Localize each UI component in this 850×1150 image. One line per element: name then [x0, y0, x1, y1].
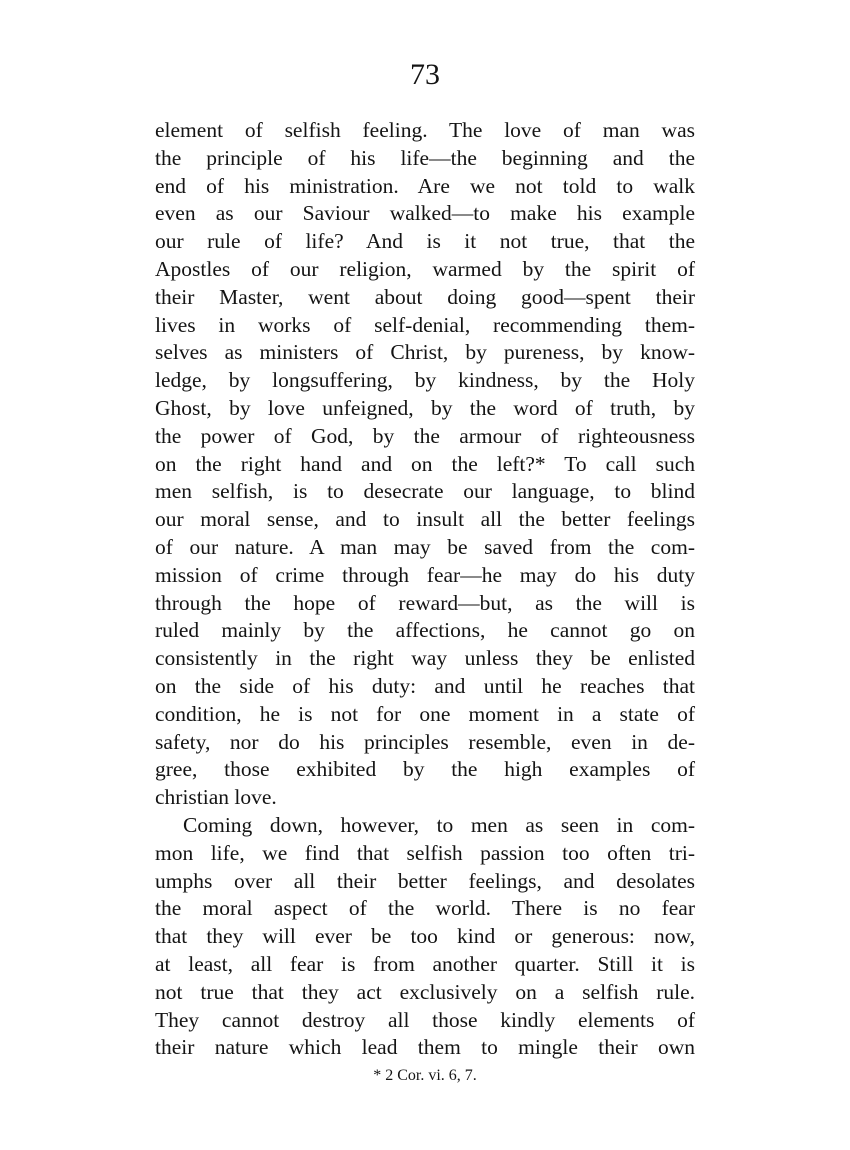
text-line: on the side of his duty: and until he reaches that	[155, 673, 695, 698]
text-line: even as our Saviour walked—to make his example	[155, 201, 695, 226]
text-line: that they will ever be too kind or generous: now,	[155, 924, 695, 949]
text-line: the power of God, by the armour of righteousness	[155, 423, 695, 448]
text-line: men selfish, is to desecrate our language, to blind	[155, 479, 695, 504]
text-line: They cannot destroy all those kindly elements of	[155, 1007, 695, 1032]
text-line: element of selfish feeling. The love of man was	[155, 118, 695, 142]
text-line: their nature which lead them to mingle their own	[155, 1035, 695, 1060]
text-line: our moral sense, and to insult all the better feelings	[155, 507, 695, 532]
text-line: lives in works of self-denial, recommending them-	[155, 312, 695, 337]
text-line: Ghost, by love unfeigned, by the word of truth, by	[155, 395, 695, 420]
text-line: end of his ministration. Are we not told to walk	[155, 173, 695, 198]
paragraph-1	[155, 117, 695, 812]
text-line: condition, he is not for one moment in a state of	[155, 701, 695, 726]
text-line: the moral aspect of the world. There is no fear	[155, 896, 695, 921]
text-line: of our nature. A man may be saved from the com-	[155, 534, 695, 559]
text-line: ruled mainly by the affections, he cannot go on	[155, 618, 695, 643]
body-text	[155, 117, 695, 1062]
text-line: selves as ministers of Christ, by pureness, by know-	[155, 340, 695, 365]
text-line: Apostles of our religion, warmed by the spirit of	[155, 256, 695, 281]
text-line: at least, all fear is from another quarter. Still it is	[155, 951, 695, 976]
text-line: Coming down, however, to men as seen in com-	[183, 812, 695, 837]
text-line: through the hope of reward—but, as the will is	[155, 590, 695, 615]
text-line: on the right hand and on the left?* To call such	[155, 451, 695, 476]
text-line: our rule of life? And is it not true, that the	[155, 229, 695, 254]
page-number: 73	[410, 58, 440, 91]
text-line: their Master, went about doing good—spent their	[155, 284, 695, 309]
text-line: mon life, we find that selfish passion too often tri-	[155, 840, 695, 865]
text-line: the principle of his life—the beginning and the	[155, 145, 695, 170]
text-line: gree, those exhibited by the high examples of	[155, 757, 695, 782]
text-line: mission of crime through fear—he may do his duty	[155, 562, 695, 587]
text-line: consistently in the right way unless they be enlisted	[155, 646, 695, 671]
text-line: not true that they act exclusively on a selfish rule.	[155, 979, 695, 1004]
text-line: safety, nor do his principles resemble, even in de-	[155, 729, 695, 754]
paragraph-2	[155, 812, 695, 1062]
text-line: ledge, by longsuffering, by kindness, by the Holy	[155, 368, 695, 393]
footnote: * 2 Cor. vi. 6, 7.	[373, 1067, 477, 1084]
text-line: umphs over all their better feelings, and desolates	[155, 868, 695, 893]
text-line: christian love.	[155, 785, 277, 810]
